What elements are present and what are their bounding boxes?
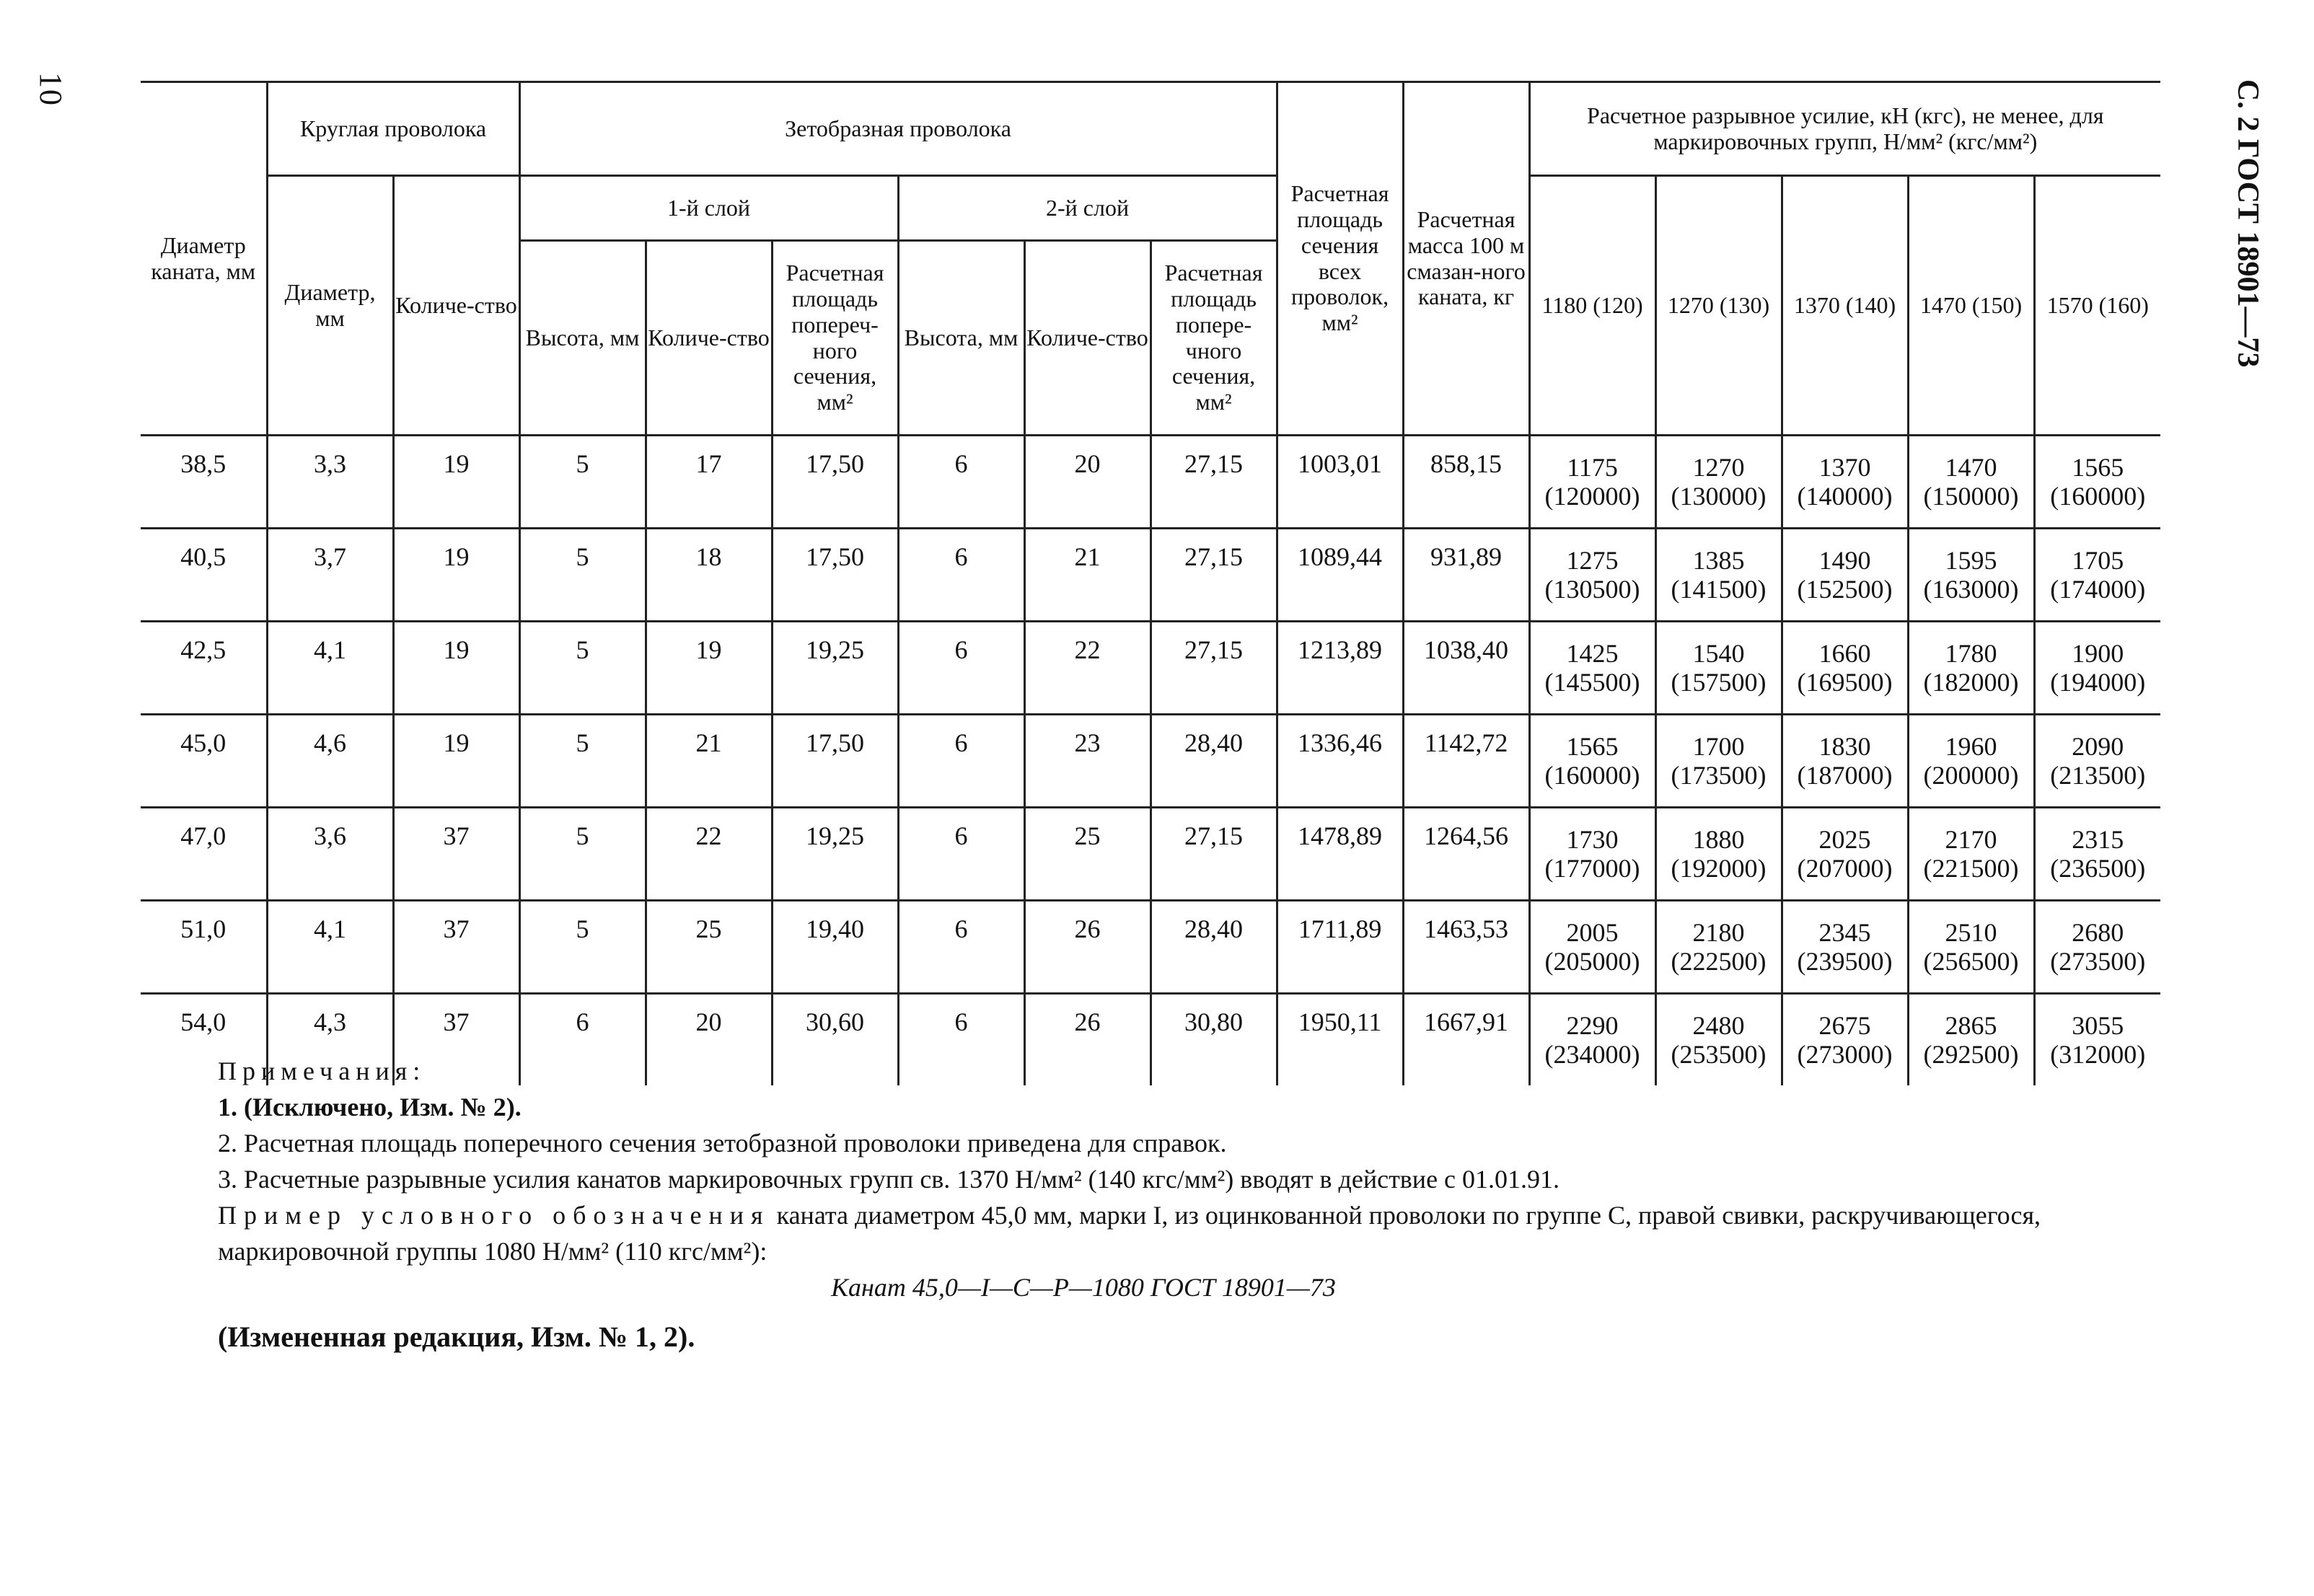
rope-parameters-table [141, 81, 2160, 1085]
cell-force-4 [2034, 529, 2160, 622]
force-kn: 2675 [1818, 1010, 1871, 1040]
cell-force-0 [1529, 622, 1655, 715]
cell-a2: 27,15 [1151, 622, 1277, 715]
cell-force-3 [1908, 901, 2034, 994]
cell-a2: 27,15 [1151, 436, 1277, 529]
cell-h2: 6 [898, 901, 1024, 994]
amendment-note: (Измененная редакция, Изм. № 1, 2). [218, 1321, 695, 1353]
header-total-area: Расчетная площадь сечения всех проволок, мм² [1277, 82, 1403, 436]
table-row [141, 901, 2160, 994]
force-kgf: (192000) [1671, 854, 1767, 883]
header-diameter: Диаметр каната, мм [141, 82, 267, 436]
header-round-count: Количе-ство [393, 176, 519, 436]
force-kgf: (239500) [1797, 947, 1893, 976]
example-text: каната диаметром 45,0 мм, марки I, из оцинкованной проволоки по группе С, правой свивки, раскручивающегося, маркировочной группы 1080 Н/мм² (110 кгс/мм²): [218, 1201, 2041, 1266]
cell-n2: 22 [1024, 622, 1151, 715]
cell-a1: 30,60 [772, 994, 898, 1086]
header-mass: Расчетная масса 100 м смазан-ного каната, кг [1403, 82, 1529, 436]
cell-n1: 19 [646, 622, 772, 715]
cell-mass: 1667,91 [1403, 994, 1529, 1086]
force-kgf: (222500) [1671, 947, 1767, 976]
cell-total: 1478,89 [1277, 808, 1403, 901]
cell-total: 1089,44 [1277, 529, 1403, 622]
force-kgf: (169500) [1797, 668, 1893, 697]
header-z-wire: Зетобразная проволока [519, 82, 1277, 176]
cell-force-1 [1655, 622, 1782, 715]
table-row [141, 715, 2160, 808]
force-kn: 1385 [1692, 545, 1745, 575]
table-row [141, 622, 2160, 715]
cell-force-2 [1782, 622, 1908, 715]
cell-h2: 6 [898, 436, 1024, 529]
cell-force-4 [2034, 808, 2160, 901]
force-kgf: (273000) [1797, 1040, 1893, 1069]
note-3: 3. Расчетные разрывные усилия канатов маркировочных групп св. 1370 Н/мм² (140 кгс/мм²) вводят в действие с 01.01.91. [218, 1165, 1560, 1194]
table-row [141, 808, 2160, 901]
header-round-wire: Круглая проволока [267, 82, 519, 176]
force-kn: 1595 [1945, 545, 1997, 575]
cell-n2: 26 [1024, 901, 1151, 994]
cell-a1: 19,25 [772, 622, 898, 715]
cell-a1: 19,25 [772, 808, 898, 901]
force-kgf: (221500) [1923, 854, 2019, 883]
cell-force-2 [1782, 436, 1908, 529]
force-kgf: (140000) [1797, 482, 1893, 511]
cell-force-3 [1908, 622, 2034, 715]
force-kn: 1660 [1818, 638, 1871, 668]
force-kn: 2680 [2072, 917, 2124, 947]
cell-a2: 28,40 [1151, 715, 1277, 808]
designation-example [218, 1197, 2165, 1269]
force-kn: 1780 [1945, 638, 1997, 668]
cell-mass: 931,89 [1403, 529, 1529, 622]
cell-d: 47,0 [141, 808, 267, 901]
cell-force-2 [1782, 529, 1908, 622]
cell-force-2 [1782, 808, 1908, 901]
header-group-1370: 1370 (140) [1782, 176, 1908, 436]
cell-mass: 858,15 [1403, 436, 1529, 529]
cell-rd: 3,7 [267, 529, 393, 622]
force-kn: 1370 [1818, 452, 1871, 482]
force-kn: 2510 [1945, 917, 1997, 947]
force-kn: 1490 [1818, 545, 1871, 575]
cell-force-1 [1655, 715, 1782, 808]
header-layer-1: 1-й слой [519, 176, 898, 241]
cell-h1: 5 [519, 436, 646, 529]
force-kn: 2480 [1692, 1010, 1745, 1040]
cell-force-0 [1529, 808, 1655, 901]
cell-rn: 19 [393, 715, 519, 808]
cell-rn: 37 [393, 901, 519, 994]
cell-d: 51,0 [141, 901, 267, 994]
force-kn: 1275 [1566, 545, 1619, 575]
force-kn: 1730 [1566, 824, 1619, 854]
force-kn: 2090 [2072, 731, 2124, 761]
cell-n1: 25 [646, 901, 772, 994]
cell-h1: 5 [519, 808, 646, 901]
cell-a2: 28,40 [1151, 901, 1277, 994]
force-kn: 1425 [1566, 638, 1619, 668]
cell-a1: 19,40 [772, 901, 898, 994]
force-kn: 2170 [1945, 824, 1997, 854]
cell-force-1 [1655, 529, 1782, 622]
force-kn: 1700 [1692, 731, 1745, 761]
cell-total: 1336,46 [1277, 715, 1403, 808]
force-kgf: (200000) [1923, 761, 2019, 790]
cell-force-3 [1908, 436, 2034, 529]
cell-rd: 4,1 [267, 901, 393, 994]
cell-rn: 19 [393, 529, 519, 622]
note-1: 1. (Исключено, Изм. № 2). [218, 1093, 522, 1121]
cell-force-4 [2034, 901, 2160, 994]
force-kgf: (213500) [2050, 761, 2146, 790]
cell-n2: 23 [1024, 715, 1151, 808]
cell-force-1 [1655, 808, 1782, 901]
cell-force-0 [1529, 529, 1655, 622]
cell-rn: 19 [393, 436, 519, 529]
force-kgf: (205000) [1544, 947, 1640, 976]
cell-n1: 20 [646, 994, 772, 1086]
force-kgf: (292500) [1923, 1040, 2019, 1069]
cell-mass: 1142,72 [1403, 715, 1529, 808]
note-2: 2. Расчетная площадь поперечного сечения зетобразной проволоки приведена для справок. [218, 1129, 1227, 1158]
cell-force-0 [1529, 436, 1655, 529]
cell-h1: 5 [519, 529, 646, 622]
cell-d: 40,5 [141, 529, 267, 622]
cell-force-2 [1782, 901, 1908, 994]
cell-mass: 1463,53 [1403, 901, 1529, 994]
page-number: 10 [33, 72, 69, 107]
force-kgf: (177000) [1544, 854, 1640, 883]
cell-force-4 [2034, 436, 2160, 529]
force-kn: 3055 [2072, 1010, 2124, 1040]
force-kgf: (163000) [1923, 575, 2019, 604]
cell-force-0 [1529, 715, 1655, 808]
cell-n2: 21 [1024, 529, 1151, 622]
cell-a1: 17,50 [772, 715, 898, 808]
cell-total: 1711,89 [1277, 901, 1403, 994]
header-group-1270: 1270 (130) [1655, 176, 1782, 436]
cell-force-3 [1908, 529, 2034, 622]
force-kn: 1540 [1692, 638, 1745, 668]
force-kgf: (160000) [2050, 482, 2146, 511]
cell-h2: 6 [898, 715, 1024, 808]
header-l2-height: Высота, мм [898, 241, 1024, 436]
cell-rd: 4,1 [267, 622, 393, 715]
force-kgf: (182000) [1923, 668, 2019, 697]
cell-d: 45,0 [141, 715, 267, 808]
force-kgf: (253500) [1671, 1040, 1767, 1069]
force-kgf: (173500) [1671, 761, 1767, 790]
force-kn: 1705 [2072, 545, 2124, 575]
force-kn: 2315 [2072, 824, 2124, 854]
force-kn: 2865 [1945, 1010, 1997, 1040]
force-kn: 1830 [1818, 731, 1871, 761]
force-kgf: (174000) [2050, 575, 2146, 604]
force-kn: 2025 [1818, 824, 1871, 854]
force-kn: 2290 [1566, 1010, 1619, 1040]
force-kn: 1565 [1566, 731, 1619, 761]
force-kgf: (207000) [1797, 854, 1893, 883]
force-kn: 1900 [2072, 638, 2124, 668]
force-kgf: (236500) [2050, 854, 2146, 883]
cell-n1: 17 [646, 436, 772, 529]
header-l2-area: Расчетная площадь попере-чного сечения, мм² [1151, 241, 1277, 436]
force-kgf: (150000) [1923, 482, 2019, 511]
cell-rd: 4,3 [267, 994, 393, 1086]
cell-d: 42,5 [141, 622, 267, 715]
running-header: С. 2 ГОСТ 18901—73 [2231, 79, 2264, 368]
force-kn: 1880 [1692, 824, 1745, 854]
force-kn: 2180 [1692, 917, 1745, 947]
force-kgf: (256500) [1923, 947, 2019, 976]
cell-n2: 20 [1024, 436, 1151, 529]
cell-h2: 6 [898, 808, 1024, 901]
force-kgf: (160000) [1544, 761, 1640, 790]
cell-rd: 3,3 [267, 436, 393, 529]
cell-a1: 17,50 [772, 529, 898, 622]
cell-rd: 4,6 [267, 715, 393, 808]
designation-formula: Канат 45,0—I—С—Р—1080 ГОСТ 18901—73 [831, 1273, 1336, 1302]
cell-n1: 21 [646, 715, 772, 808]
header-round-diameter: Диаметр, мм [267, 176, 393, 436]
force-kgf: (312000) [2050, 1040, 2146, 1069]
header-group-1470: 1470 (150) [1908, 176, 2034, 436]
force-kgf: (130000) [1671, 482, 1767, 511]
cell-h2: 6 [898, 994, 1024, 1086]
cell-h1: 6 [519, 994, 646, 1086]
cell-rn: 37 [393, 808, 519, 901]
header-group-1570: 1570 (160) [2034, 176, 2160, 436]
force-kn: 2345 [1818, 917, 1871, 947]
cell-total: 1213,89 [1277, 622, 1403, 715]
force-kgf: (130500) [1544, 575, 1640, 604]
cell-n2: 25 [1024, 808, 1151, 901]
cell-force-2 [1782, 715, 1908, 808]
force-kgf: (141500) [1671, 575, 1767, 604]
cell-rn: 19 [393, 622, 519, 715]
cell-mass: 1038,40 [1403, 622, 1529, 715]
force-kn: 1175 [1567, 452, 1618, 482]
force-kgf: (152500) [1797, 575, 1893, 604]
cell-force-1 [1655, 901, 1782, 994]
example-lead: Пример условного обозначения [218, 1201, 770, 1230]
force-kgf: (187000) [1797, 761, 1893, 790]
force-kgf: (120000) [1544, 482, 1640, 511]
cell-force-4 [2034, 715, 2160, 808]
cell-force-3 [1908, 808, 2034, 901]
header-l1-count: Количе-ство [646, 241, 772, 436]
force-kgf: (273500) [2050, 947, 2146, 976]
force-kn: 1270 [1692, 452, 1745, 482]
cell-n1: 22 [646, 808, 772, 901]
cell-h2: 6 [898, 622, 1024, 715]
header-group-1180: 1180 (120) [1529, 176, 1655, 436]
cell-force-3 [1908, 715, 2034, 808]
header-l1-height: Высота, мм [519, 241, 646, 436]
header-layer-2: 2-й слой [898, 176, 1277, 241]
cell-n1: 18 [646, 529, 772, 622]
cell-total: 1003,01 [1277, 436, 1403, 529]
force-kn: 1470 [1945, 452, 1997, 482]
cell-rd: 3,6 [267, 808, 393, 901]
cell-d: 54,0 [141, 994, 267, 1086]
force-kn: 1565 [2072, 452, 2124, 482]
cell-total: 1950,11 [1277, 994, 1403, 1086]
force-kgf: (194000) [2050, 668, 2146, 697]
header-l1-area: Расчетная площадь попереч-ного сечения, мм² [772, 241, 898, 436]
cell-h1: 5 [519, 715, 646, 808]
cell-a2: 27,15 [1151, 808, 1277, 901]
force-kgf: (145500) [1544, 668, 1640, 697]
notes-heading: Примечания: [218, 1057, 426, 1085]
notes-section [218, 1053, 2165, 1305]
cell-h2: 6 [898, 529, 1024, 622]
header-breaking-force: Расчетное разрывное усилие, кН (кгс), не менее, для маркировочных групп, Н/мм² (кгс/мм²) [1529, 82, 2160, 176]
table-row [141, 529, 2160, 622]
cell-a1: 17,50 [772, 436, 898, 529]
cell-a2: 30,80 [1151, 994, 1277, 1086]
force-kn: 2005 [1566, 917, 1619, 947]
cell-n2: 26 [1024, 994, 1151, 1086]
cell-force-4 [2034, 622, 2160, 715]
table-row [141, 436, 2160, 529]
header-l2-count: Количе-ство [1024, 241, 1151, 436]
force-kgf: (157500) [1671, 668, 1767, 697]
cell-rn: 37 [393, 994, 519, 1086]
force-kgf: (234000) [1544, 1040, 1640, 1069]
cell-a2: 27,15 [1151, 529, 1277, 622]
cell-h1: 5 [519, 901, 646, 994]
cell-force-0 [1529, 901, 1655, 994]
cell-mass: 1264,56 [1403, 808, 1529, 901]
cell-d: 38,5 [141, 436, 267, 529]
cell-h1: 5 [519, 622, 646, 715]
cell-force-1 [1655, 436, 1782, 529]
force-kn: 1960 [1945, 731, 1997, 761]
